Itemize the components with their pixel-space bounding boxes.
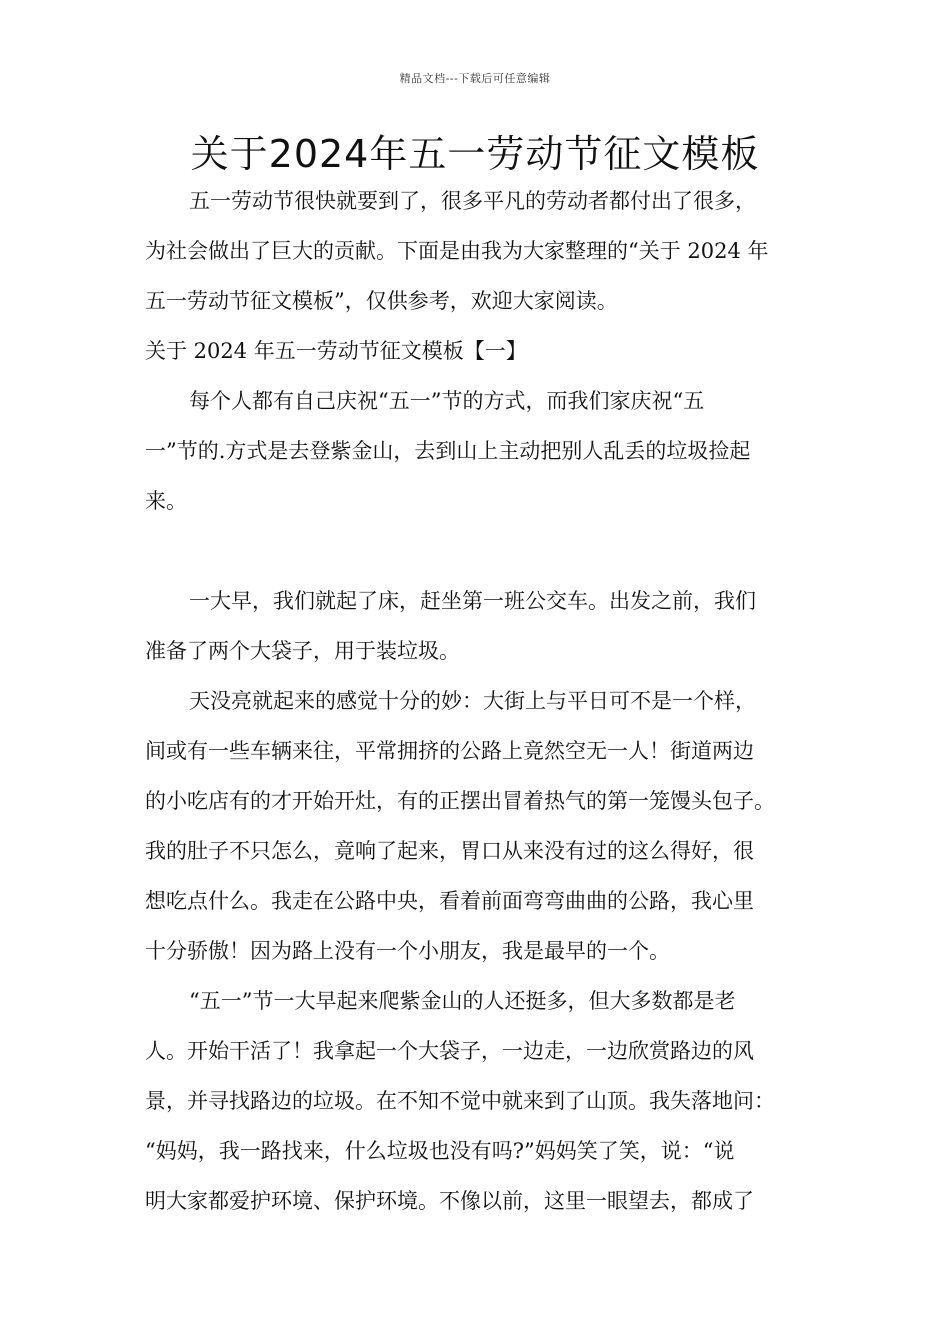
document-body (145, 176, 810, 1226)
text-line: 五一劳动节征文模板”，仅供参考，欢迎大家阅读。 (145, 289, 618, 313)
text-line: 的小吃店有的才开始开灶，有的正摆出冒着热气的第一笼馒头包子。 (145, 789, 775, 813)
text-line: 每个人都有自己庆祝“五一”节的方式，而我们家庆祝“五 (189, 389, 705, 413)
text-line: 准备了两个大袋子，用于装垃圾。 (145, 639, 460, 663)
text-line: 为社会做出了巨大的贡献。下面是由我为大家整理的“关于 2024 年 (145, 239, 769, 263)
text-line: 间或有一些车辆来往，平常拥挤的公路上竟然空无一人！街道两边 (145, 739, 754, 763)
text-line: 景，并寻找路边的垃圾。在不知不觉中就来到了山顶。我失落地问： (145, 1089, 775, 1113)
text-line: 明大家都爱护环境、保护环境。不像以前，这里一眼望去，都成了 (145, 1189, 754, 1213)
section-heading: 关于 2024 年五一劳动节征文模板【一】 (145, 339, 527, 363)
text-line: 五一劳动节很快就要到了，很多平凡的劳动者都付出了很多， (189, 189, 756, 213)
text-line: 一”节的.方式是去登紫金山，去到山上主动把别人乱丢的垃圾捡起 (145, 439, 751, 463)
paragraph-3 (145, 676, 810, 976)
text-line: 天没亮就起来的感觉十分的妙：大街上与平日可不是一个样， (189, 689, 756, 713)
paragraph-1 (145, 376, 810, 526)
text-line: 人。开始干活了！我拿起一个大袋子，一边走，一边欣赏路边的风 (145, 1039, 754, 1063)
intro-paragraph (145, 176, 810, 326)
paragraph-4 (145, 976, 810, 1226)
header-note: 精品文档---下载后可任意编辑 (399, 72, 551, 85)
document-title: 关于2024年五一劳动节征文模板 (190, 132, 760, 176)
text-line: “五一”节一大早起来爬紫金山的人还挺多，但大多数都是老 (189, 989, 736, 1013)
text-line: “妈妈，我一路找来，什么垃圾也没有吗?”妈妈笑了笑，说：“说 (145, 1139, 735, 1163)
text-line: 一大早，我们就起了床，赶坐第一班公交车。出发之前，我们 (189, 589, 756, 613)
text-line: 我的肚子不只怎么，竟响了起来，胃口从来没有过的这么得好，很 (145, 839, 754, 863)
blank-line (145, 526, 810, 576)
text-line: 十分骄傲！因为路上没有一个小朋友，我是最早的一个。 (145, 939, 670, 963)
text-line: 想吃点什么。我走在公路中央，看着前面弯弯曲曲的公路，我心里 (145, 889, 754, 913)
text-line: 来。 (145, 489, 187, 513)
paragraph-2 (145, 576, 810, 676)
